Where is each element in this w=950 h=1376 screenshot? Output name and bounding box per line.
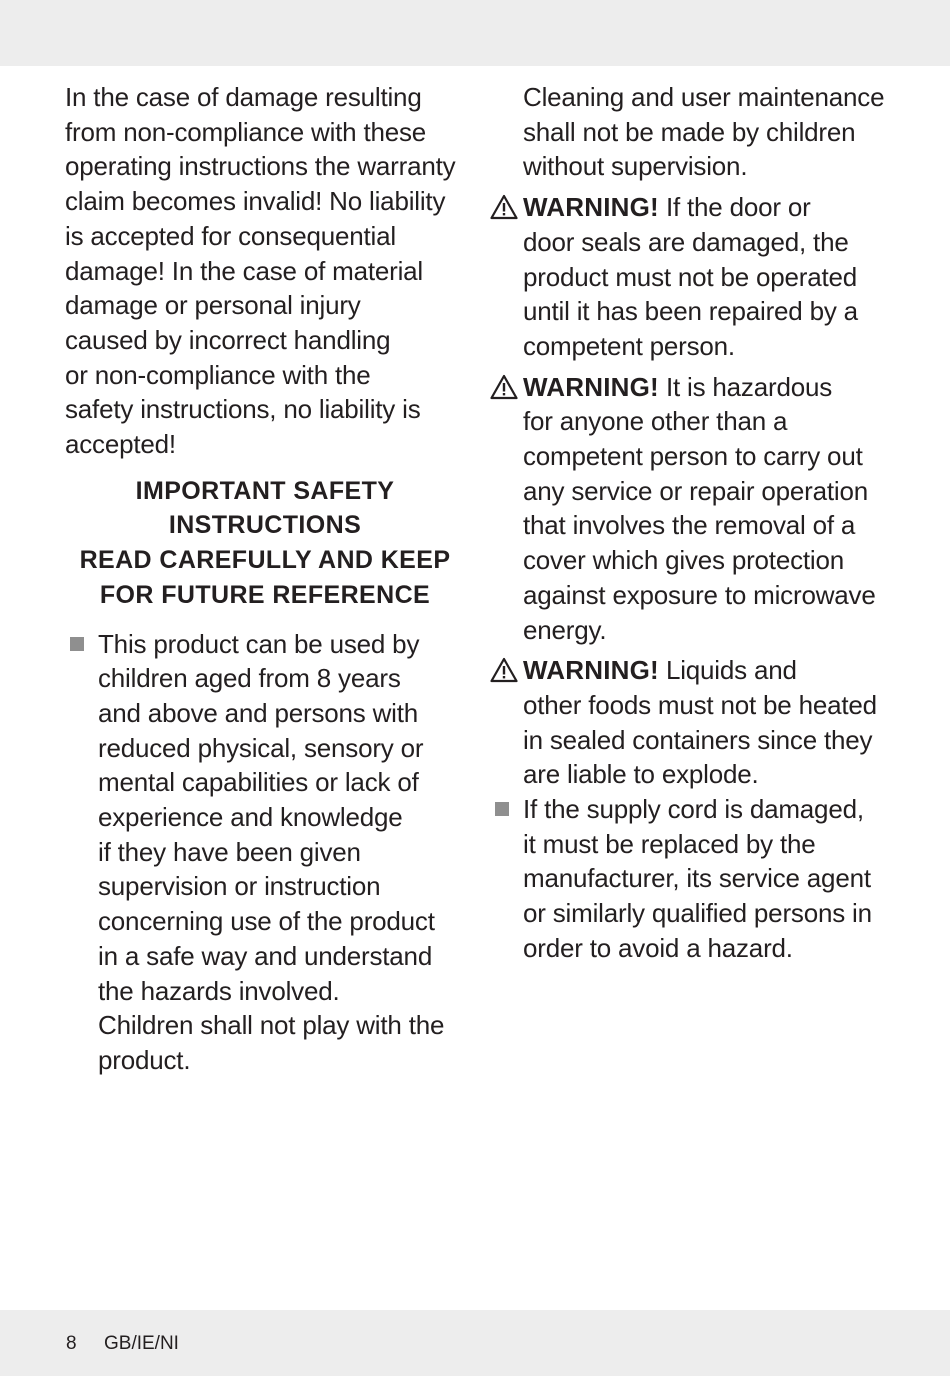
text-line: concerning use of the product [98, 906, 435, 937]
warning-service-repair [490, 370, 890, 648]
text-line: Cleaning and user maintenance [523, 82, 885, 112]
text-line: Liquids and [658, 655, 797, 686]
warning-triangle-icon [490, 657, 518, 683]
text-line: If the supply cord is damaged, [523, 794, 864, 825]
text-line: against exposure to microwave [523, 579, 876, 610]
safety-heading [65, 474, 465, 613]
children-bullet [65, 627, 465, 1078]
text-line: in sealed containers since they [523, 724, 873, 755]
text-line: shall not be made by children [523, 116, 856, 147]
text-line: energy. [523, 614, 607, 645]
warning-sealed-containers [490, 653, 890, 792]
left-column [65, 80, 465, 1078]
page-number: 8 [66, 1333, 77, 1354]
text-line: caused by incorrect handling [65, 324, 391, 355]
heading-line: IMPORTANT SAFETY [135, 476, 395, 505]
text-line: the hazards involved. [98, 975, 340, 1006]
warning-label: WARNING! [523, 371, 659, 402]
text-line: accepted! [65, 429, 176, 460]
text-line: order to avoid a hazard. [523, 932, 793, 963]
text-line: reduced physical, sensory or [98, 732, 424, 763]
text-line: competent person to carry out [523, 441, 863, 472]
text-line: from non-compliance with these [65, 116, 427, 147]
text-line: Children shall not play with the [98, 1010, 445, 1041]
text-line: and above and persons with [98, 697, 419, 728]
heading-line: READ CAREFULLY AND KEEP [79, 546, 451, 575]
warning-triangle-icon [490, 194, 518, 220]
square-bullet-icon [70, 637, 84, 651]
text-line: If the door or [658, 192, 811, 223]
text-line: that involves the removal of a [523, 510, 856, 541]
heading-line: INSTRUCTIONS [168, 511, 362, 540]
text-line: It is hazardous [658, 371, 833, 402]
text-line: supervision or instruction [98, 871, 381, 902]
text-line: mental capabilities or lack of [98, 767, 419, 798]
text-line: product. [98, 1044, 191, 1075]
text-line: damage or personal injury [65, 290, 361, 321]
text-line: any service or repair operation [523, 475, 868, 506]
warning-triangle-icon [490, 374, 518, 400]
text-line: door seals are damaged, the [523, 226, 849, 257]
right-column [490, 80, 890, 966]
text-line: in a safe way and understand [98, 940, 433, 971]
text-line: operating instructions the warranty [65, 151, 456, 182]
heading-line: FOR FUTURE REFERENCE [99, 580, 431, 609]
text-line: manufacturer, its service agent [523, 863, 871, 894]
text-line: until it has been repaired by a [523, 296, 858, 327]
locale-label: GB/IE/NI [104, 1333, 179, 1354]
text-line: or non-compliance with the [65, 359, 371, 390]
text-line: if they have been given [98, 836, 361, 867]
warning-label: WARNING! [523, 192, 659, 223]
header-band [0, 0, 950, 66]
warranty-paragraph [65, 80, 465, 462]
text-line: it must be replaced by the [523, 828, 816, 859]
text-line: for anyone other than a [523, 406, 788, 437]
text-line: This product can be used by [98, 628, 420, 659]
text-line: damage! In the case of material [65, 255, 424, 286]
text-line: product must not be operated [523, 261, 858, 292]
text-line: In the case of damage resulting [65, 82, 422, 112]
warning-label: WARNING! [523, 655, 659, 686]
square-bullet-icon [495, 802, 509, 816]
text-line: without supervision. [523, 151, 748, 182]
text-line: or similarly qualified persons in [523, 898, 872, 929]
warning-door-seals [490, 190, 890, 364]
supply-cord-bullet [490, 792, 890, 966]
text-line: experience and knowledge [98, 802, 403, 833]
text-line: safety instructions, no liability is [65, 394, 421, 425]
cleaning-paragraph [490, 80, 890, 184]
text-line: other foods must not be heated [523, 689, 877, 720]
text-line: competent person. [523, 330, 735, 361]
text-line: claim becomes invalid! No liability [65, 186, 446, 217]
text-line: cover which gives protection [523, 545, 844, 576]
text-line: is accepted for consequential [65, 220, 396, 251]
text-line: children aged from 8 years [98, 663, 401, 694]
text-line: are liable to explode. [523, 759, 759, 790]
